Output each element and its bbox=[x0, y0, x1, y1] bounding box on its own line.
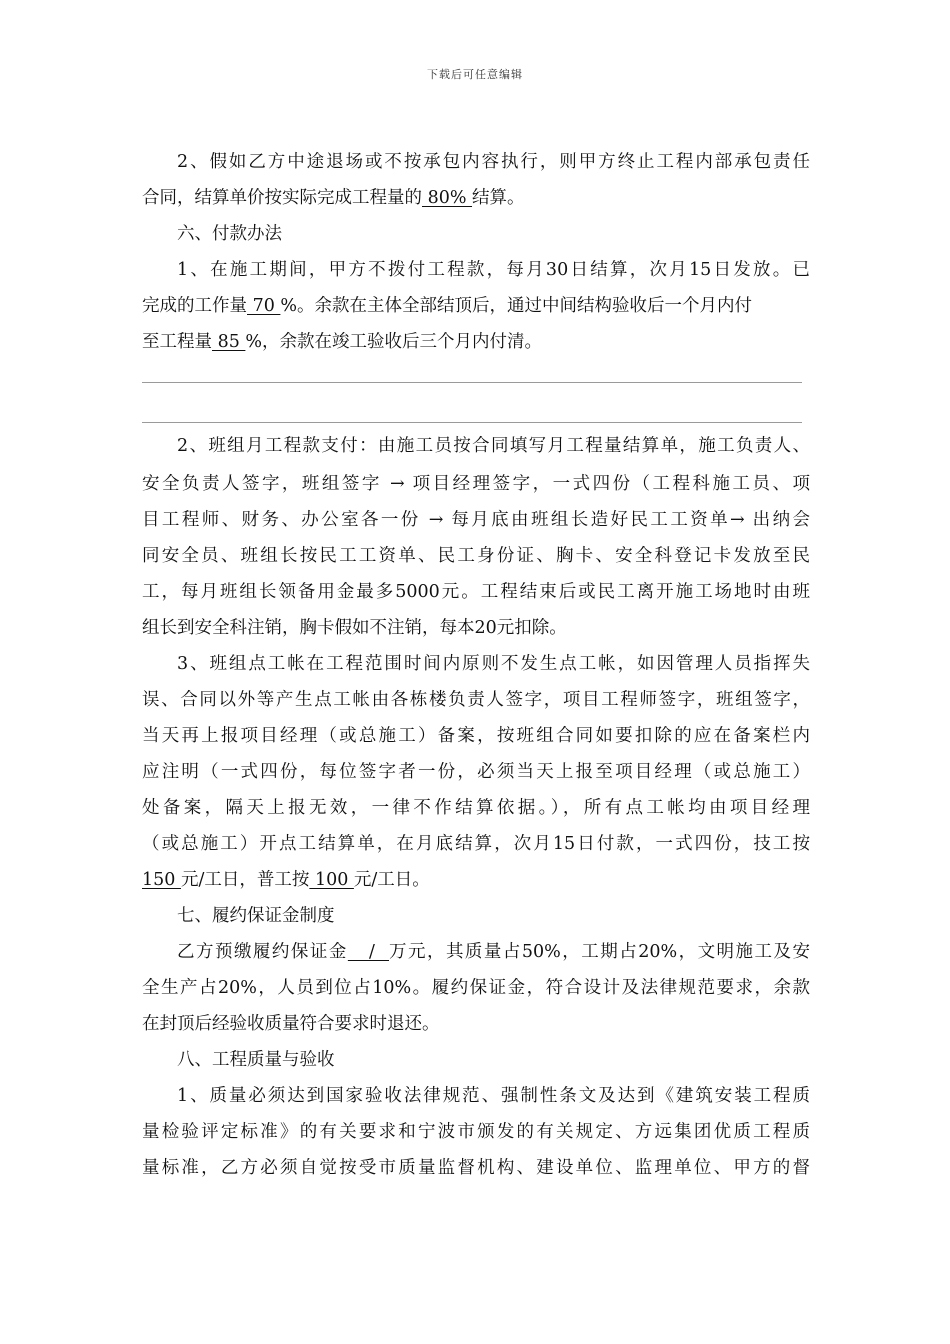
s5-p2-line-2: 合同，结算单价按实际完成工程量的 80% 结算。 bbox=[142, 188, 525, 208]
s6-p3-line-2: 误、合同以外等产生点工帐由各栋楼负责人签字，项目工程师签字，班组签字， bbox=[142, 690, 810, 710]
s8-p1-line-2: 量检验评定标准》的有关要求和宁波市颁发的有关规定、方远集团优质工程质 bbox=[142, 1122, 810, 1142]
s5-p2-line-1: 2、假如乙方中途退场或不按承包内容执行，则甲方终止工程内部承包责任 bbox=[177, 152, 810, 172]
s6-p3-line-3: 当天再上报项目经理（或总施工）备案，按班组合同如要扣除的应在备案栏内 bbox=[142, 726, 810, 746]
s6-p3-line-6: （或总施工）开点工结算单，在月底结算，次月15日付款，一式四份，技工按 bbox=[142, 834, 810, 854]
s6-p2-line-6: 组长到安全科注销，胸卡假如不注销，每本20元扣除。 bbox=[142, 618, 567, 638]
s7-p1-line-1: 乙方预缴履约保证金 / 万元，其质量占50%，工期占20%，文明施工及安 bbox=[177, 942, 810, 962]
s6-p3-line-4: 应注明（一式四份，每位签字者一份，必须当天上报至项目经理（或总施工） bbox=[142, 762, 810, 782]
section-8-title: 八、工程质量与验收 bbox=[177, 1050, 335, 1070]
s6-p1-line-2: 完成的工作量 70 %。余款在主体全部结顶后，通过中间结构验收后一个月内付 bbox=[142, 296, 753, 316]
s6-p3-line-1: 3、班组点工帐在工程范围时间内原则不发生点工帐，如因管理人员指挥失 bbox=[177, 654, 810, 674]
s6-p1-line-3: 至工程量 85 %，余款在竣工验收后三个月内付清。 bbox=[142, 332, 543, 352]
workload-percent-blank: 70 bbox=[247, 296, 281, 316]
payment-percent-blank: 85 bbox=[212, 332, 246, 352]
s6-p2-line-4: 同安全员、班组长按民工工资单、民工身份证、胸卡、安全科登记卡发放至民 bbox=[142, 546, 810, 566]
s6-p3-line-5: 处备案，隔天上报无效，一律不作结算依据。），所有点工帐均由项目经理 bbox=[142, 798, 810, 818]
s8-p1-line-3: 量标准，乙方必须自觉按受市质量监督机构、建设单位、监理单位、甲方的督 bbox=[142, 1158, 810, 1178]
s6-p2-line-1: 2、班组月工程款支付：由施工员按合同填写月工程量结算单，施工负责人、 bbox=[177, 436, 810, 456]
deposit-amount-blank: / bbox=[347, 942, 389, 962]
s6-p2-line-2: 安全负责人签字，班组签字 → 项目经理签字，一式四份（工程科施工员、项 bbox=[142, 474, 810, 494]
s8-p1-line-1: 1、质量必须达到国家验收法律规范、强制性条文及达到《建筑安装工程质 bbox=[177, 1086, 810, 1106]
page-header: 下载后可任意编辑 bbox=[427, 68, 523, 81]
s6-p2-line-3: 目工程师、财务、办公室各一份 → 每月底由班组长造好民工工资单→ 出纳会 bbox=[142, 510, 810, 530]
blank-rule-line bbox=[142, 382, 802, 383]
blank-rule-line bbox=[142, 422, 802, 423]
section-6-title: 六、付款办法 bbox=[177, 224, 282, 244]
s6-p1-line-1: 1、在施工期间，甲方不拨付工程款，每月30日结算，次月15日发放。已 bbox=[177, 260, 810, 280]
settlement-rate-blank: 80% bbox=[422, 188, 473, 208]
s7-p1-line-2: 全生产占20%，人员到位占10%。履约保证金，符合设计及法律规范要求，余款 bbox=[142, 978, 810, 998]
section-7-title: 七、履约保证金制度 bbox=[177, 906, 335, 926]
s7-p1-line-3: 在封顶后经验收质量符合要求时退还。 bbox=[142, 1014, 440, 1034]
skilled-wage-blank: 150 bbox=[142, 870, 181, 890]
s6-p3-line-7: 150 元/工日，普工按 100 元/工日。 bbox=[142, 870, 430, 890]
general-wage-blank: 100 bbox=[309, 870, 354, 890]
s6-p2-line-5: 工，每月班组长领备用金最多5000元。工程结束后或民工离开施工场地时由班 bbox=[142, 582, 810, 602]
